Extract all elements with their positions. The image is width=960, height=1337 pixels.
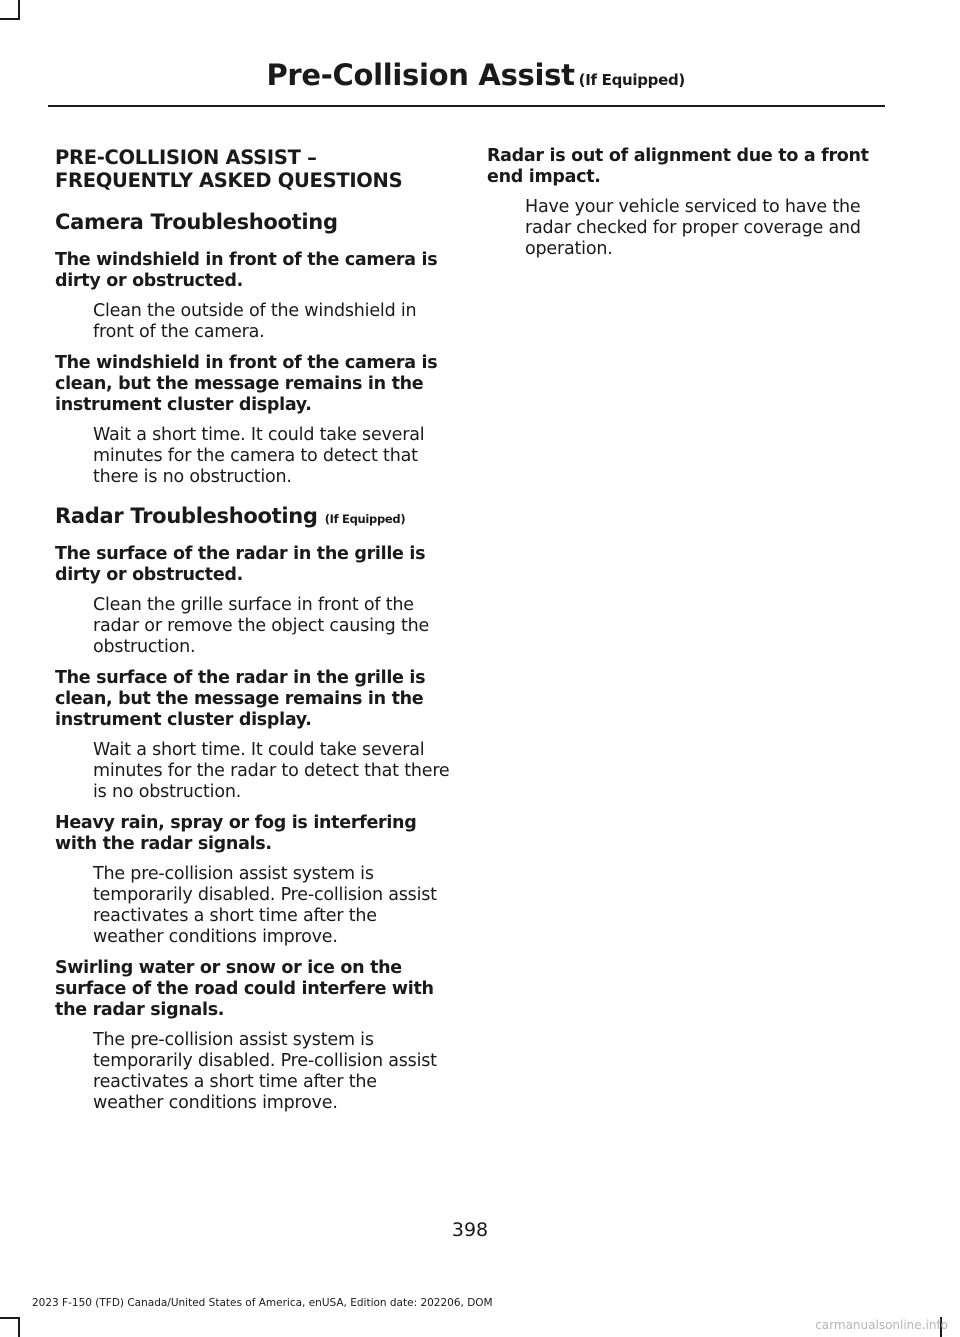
header-qualifier: (If Equipped): [578, 71, 685, 89]
radar-section-title: Radar Troubleshooting (If Equipped): [55, 504, 406, 528]
faq-question: The windshield in front of the camera is dirty or obstructed.: [55, 250, 438, 291]
faq-answer: Wait a short time. It could take several minutes for the radar to detect that there is no obstruction.: [93, 740, 450, 802]
crop-mark-bottom-left-h: [0, 1317, 20, 1319]
faq-answer: Have your vehicle serviced to have the radar checked for proper coverage and operation.: [525, 197, 861, 259]
faq-answer: Wait a short time. It could take several minutes for the camera to detect that there is no obstruction.: [93, 425, 425, 487]
faq-answer: Clean the grille surface in front of the radar or remove the object causing the obstruction.: [93, 595, 430, 657]
crop-mark-top-left-h: [0, 18, 20, 20]
page-number: 398: [451, 1219, 489, 1241]
faq-question: The surface of the radar in the grille is clean, but the message remains in the instrument cluster display.: [55, 668, 426, 730]
faq-answer: The pre-collision assist system is temporarily disabled. Pre-collision assist reactivates a short time after the weather conditions improve.: [93, 1030, 437, 1113]
right-column: [487, 146, 882, 270]
crop-mark-top-left-v: [18, 0, 20, 20]
faq-question: Swirling water or snow or ice on the surface of the road could interfere with the radar signals.: [55, 958, 434, 1020]
faq-question: The surface of the radar in the grille is dirty or obstructed.: [55, 544, 426, 585]
left-column: [55, 146, 450, 1124]
faq-question: Radar is out of alignment due to a front end impact.: [487, 146, 869, 187]
faq-answer: The pre-collision assist system is temporarily disabled. Pre-collision assist reactivates a short time after the weather conditions improve.: [93, 864, 437, 947]
crop-mark-bottom-left-v: [18, 1317, 20, 1337]
faq-answer: Clean the outside of the windshield in front of the camera.: [93, 301, 417, 342]
header-rule: [48, 105, 885, 107]
radar-section-qualifier: (If Equipped): [324, 512, 406, 526]
page-header: [266, 58, 685, 92]
footer-edition-info: 2023 F-150 (TFD) Canada/United States of America, enUSA, Edition date: 202206, DOM: [32, 1297, 493, 1309]
faq-question: The windshield in front of the camera is clean, but the message remains in the instrument cluster display.: [55, 353, 438, 415]
watermark: carmanualsonline.info: [815, 1318, 948, 1332]
faq-question: Heavy rain, spray or fog is interfering with the radar signals.: [55, 813, 417, 854]
camera-section-title: Camera Troubleshooting: [55, 210, 338, 234]
header-title: Pre-Collision Assist: [266, 58, 575, 92]
main-heading: PRE-COLLISION ASSIST – FREQUENTLY ASKED QUESTIONS: [55, 146, 403, 192]
